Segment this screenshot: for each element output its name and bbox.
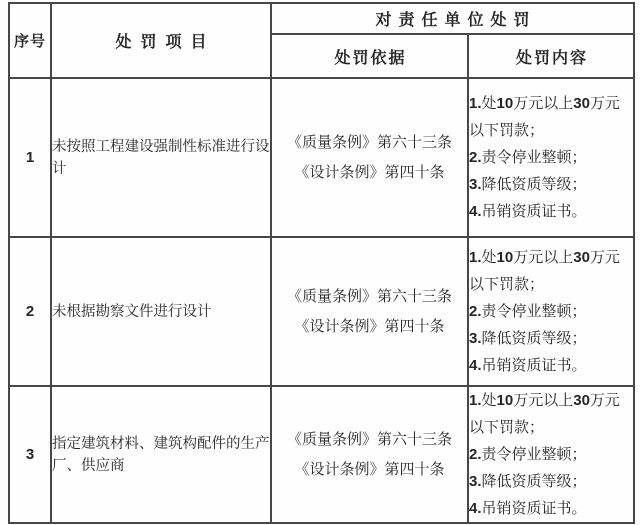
header-row-top: [9, 3, 634, 34]
content-line: 1.处10万元以上30万元以下罚款；: [469, 249, 620, 293]
content-line: 4.吊销资质证书。: [469, 500, 587, 517]
header-group: 对责任单位处罚: [271, 3, 634, 34]
row-content: [468, 386, 634, 523]
content-line: 4.吊销资质证书。: [469, 203, 587, 220]
row-serial: 3: [9, 386, 51, 523]
header-content: 处罚内容: [468, 34, 634, 78]
content-line: 4.吊销资质证书。: [469, 357, 587, 374]
header-item: 处罚项目: [51, 3, 271, 78]
content-line: 2.责令停业整顿；: [469, 446, 587, 463]
header-basis: 处罚依据: [271, 34, 468, 78]
row-basis: [271, 237, 468, 386]
content-line: 3.降低资质等级；: [469, 473, 587, 490]
row-serial: 1: [9, 78, 51, 237]
basis-line: 《质量条例》第六十三条: [286, 133, 452, 151]
table-row: [9, 386, 634, 523]
row-item: 未按照工程建设强制性标准进行设计: [51, 78, 271, 237]
content-line: 2.责令停业整顿；: [469, 149, 587, 166]
content-line: 1.处10万元以上30万元以下罚款；: [469, 392, 620, 436]
penalty-table: [8, 2, 635, 524]
basis-line: 《设计条例》第四十条: [294, 460, 445, 478]
basis-line: 《设计条例》第四十条: [294, 317, 445, 335]
content-line: 2.责令停业整顿；: [469, 303, 587, 320]
content-line: 3.降低资质等级；: [469, 330, 587, 347]
table-row: [9, 78, 634, 237]
row-content: [468, 78, 634, 237]
basis-line: 《质量条例》第六十三条: [286, 287, 452, 305]
row-item: 未根据勘察文件进行设计: [51, 237, 271, 386]
basis-line: 《质量条例》第六十三条: [286, 430, 452, 448]
header-serial: 序号: [9, 3, 51, 78]
content-line: 1.处10万元以上30万元以下罚款；: [469, 95, 620, 139]
content-line: 3.降低资质等级；: [469, 176, 587, 193]
row-basis: [271, 78, 468, 237]
row-item: 指定建筑材料、建筑构配件的生产厂、供应商: [51, 386, 271, 523]
basis-line: 《设计条例》第四十条: [294, 163, 445, 181]
row-basis: [271, 386, 468, 523]
row-serial: 2: [9, 237, 51, 386]
table-row: [9, 237, 634, 386]
row-content: [468, 237, 634, 386]
